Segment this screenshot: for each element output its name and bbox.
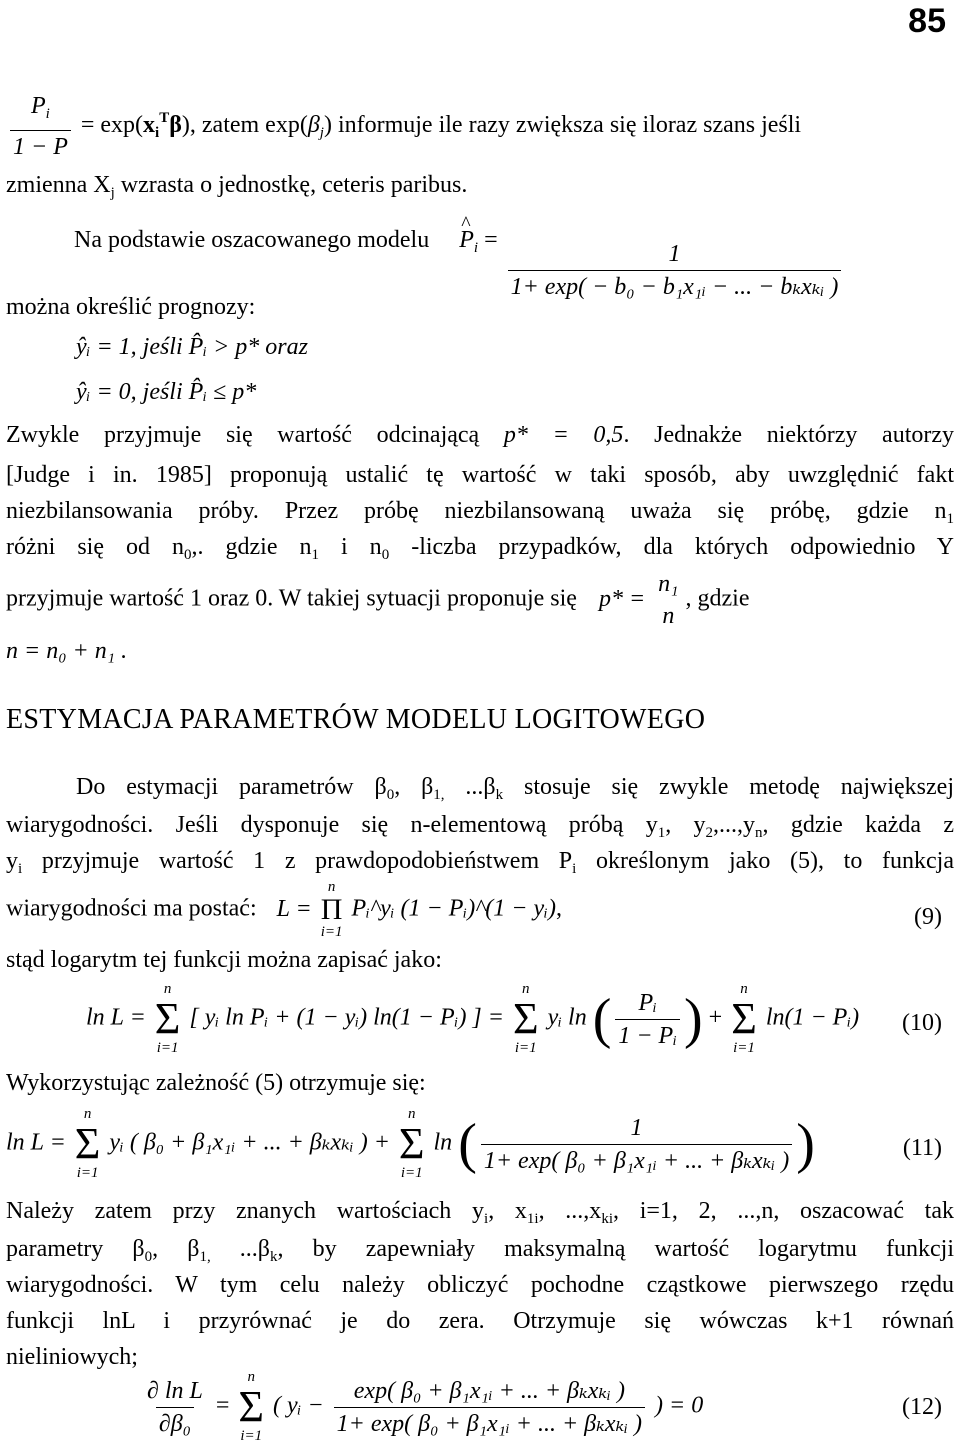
sum-operator: n Σ i=1 [154, 981, 181, 1056]
equation-12: $\frac{\text{∂ ln L}}{\text{∂β₀}}$ = n Σ i=1 ( yᵢ − $\frac{\text{exp( β₀ + β₁x₁ᵢ + ... + βₖxₖᵢ )}}{\text{1+ exp( β₀ + β₁x₁ᵢ + ... + βₖxₖᵢ )}}$ ) = 0 (12) [140, 1370, 954, 1444]
text-line: różni się od $n_0$,. gdzie $n_1$ i $n_0$ -liczba przypadków, dla których odpowiednio Y [6, 534, 954, 563]
text-line: Zwykle przyjmuje się wartość odcinającą p* = 0,5. Jednakże niektórzy autorzy [6, 422, 955, 448]
text-line: Wykorzystując zależność (5) otrzymuje się: [6, 1070, 426, 1096]
text-line: stąd logarytm tej funkcji można zapisać jako: [6, 947, 442, 973]
odds-ratio-line: $\frac{P_i}{1 - P}$ = $\exp(x_i^T\beta)$, zatem $\exp(\beta_j)$ informuje ile razy zwiększa się iloraz szans jeśli [6, 90, 801, 163]
section-heading: ESTYMACJA PARAMETRÓW MODELU LOGITOWEGO [6, 704, 706, 735]
model-fraction: $\frac{1}{\text{1+ exp( − b₀ − b₁x₁ᵢ − ... − bₖxₖᵢ )}}$ [508, 238, 842, 303]
sum-operator: n Σ i=1 [731, 981, 757, 1056]
threshold-fraction: n₁ n [658, 571, 679, 629]
text-line: Należy zatem przy znanych wartościach $y_i$, $x_{1i}$, $...,x_{ki}$, i=1, 2, ...,n, oszacować tak [6, 1198, 955, 1227]
equation-number: (11) [902, 1135, 942, 1161]
text-line: wiarygodności. Jeśli dysponuje się n-elementową próbą $y_1$, $y_2,...,y_n$, gdzie każda z [6, 812, 955, 841]
text-line: można określić prognozy: [6, 294, 256, 320]
logistic-fraction: $\frac{1}{\text{1+ exp( β₀ + β₁x₁ᵢ + ... + βₖxₖᵢ )}}$ [481, 1112, 792, 1177]
text-line: $y_i$ przyjmuje wartość 1 z prawdopodobieństwem $P_i$ określonym jako (5), to funkcja [6, 848, 954, 877]
sum-operator: n Σ i=1 [74, 1106, 101, 1181]
odds-fraction [10, 90, 71, 163]
model-line: Na podstawie oszacowanego modelu ^ $P_i$ = $\frac{1}{\text{1+ exp( − b₀ − b₁x₁ᵢ − ... − bₖxₖᵢ )}}$ [74, 225, 845, 303]
forecast-rule-2: ŷᵢ = 0, jeśli P̂ᵢ ≤ p* [76, 379, 257, 405]
text-line: Do estymacji parametrów $\beta_0$, $\beta_{1,}$ $...\beta_k$ stosuje się zwykle metodę największej [76, 774, 954, 803]
forecast-rule-1: ŷᵢ = 1, jeśli P̂ᵢ > p* oraz [76, 334, 308, 360]
equation-number: (12) [902, 1394, 942, 1420]
equation-number: (10) [902, 1010, 942, 1036]
text-line: przyjmuje wartość 1 oraz 0. W takiej sytuacji proponuje się p* = n₁ n , gdzie [6, 568, 954, 632]
odds-denominator: 1 − P [10, 130, 71, 163]
text-line: nieliniowych; [6, 1344, 138, 1370]
likelihood-line: wiarygodności ma postać: L = n Π i=1 Pᵢ^yᵢ (1 − Pᵢ)^(1 − yᵢ), (9) [6, 879, 942, 940]
text-line: [Judge i in. 1985] proponują ustalić tę wartość w taki sposób, aby uwzględnić fakt [6, 462, 954, 488]
text-line: parametry $\beta_0$, $\beta_{1,}$ $...\beta_k$, by zapewniały maksymalną wartość logarytmu funkcji [6, 1236, 955, 1265]
equation-11: ln L = n Σ i=1 yᵢ ( β₀ + β₁x₁ᵢ + ... + βₖxₖᵢ ) + n Σ i=1 ln ( $\frac{1}{\text{1+ exp( β₀ + β₁x₁ᵢ + ... + βₖxₖᵢ )}}$ ) (11) [6, 1106, 942, 1181]
sum-operator: n Σ i=1 [238, 1369, 265, 1444]
text-line: n = n₀ + n₁ . [6, 638, 128, 664]
odds-numerator: $P_i$ [31, 93, 50, 122]
page-number: 85 [908, 2, 946, 40]
sum-operator: n Σ i=1 [512, 981, 539, 1056]
text-line: niezbilansowania próby. Przez próbę niezbilansowaną uważa się próbę, gdzie $n_1$ [6, 498, 954, 527]
derivative-fraction: $\frac{\text{exp( β₀ + β₁x₁ᵢ + ... + βₖxₖᵢ )}}{\text{1+ exp( β₀ + β₁x₁ᵢ + ... + βₖxₖᵢ )}}$ [334, 1375, 645, 1440]
equation-10: ln L = n Σ i=1 [ yᵢ ln Pᵢ + (1 − yᵢ) ln(1 − Pᵢ) ] = n Σ i=1 yᵢ ln ( $\frac{\text{Pᵢ}}{\text{1 − Pᵢ}}$ ) + n Σ i=1 ln(1 − Pᵢ) (10) [86, 981, 942, 1056]
text-line: funkcji lnL i przyrównać je do zera. Otrzymuje się wówczas k+1 równań [6, 1308, 954, 1334]
product-operator: n Π i=1 [320, 879, 343, 940]
text-line: wiarygodności. W tym celu należy obliczyć pochodne cząstkowe pierwszego rzędu [6, 1272, 954, 1298]
partial-derivative: $\frac{\text{∂ ln L}}{\text{∂β₀}}$ [144, 1375, 206, 1440]
sum-operator: n Σ i=1 [398, 1106, 425, 1181]
logit-fraction: $\frac{\text{Pᵢ}}{\text{1 − Pᵢ}}$ [615, 987, 680, 1052]
text-line: zmienna $X_j$ wzrasta o jednostkę, ceteris paribus. [6, 172, 468, 201]
equation-number: (9) [914, 904, 942, 930]
